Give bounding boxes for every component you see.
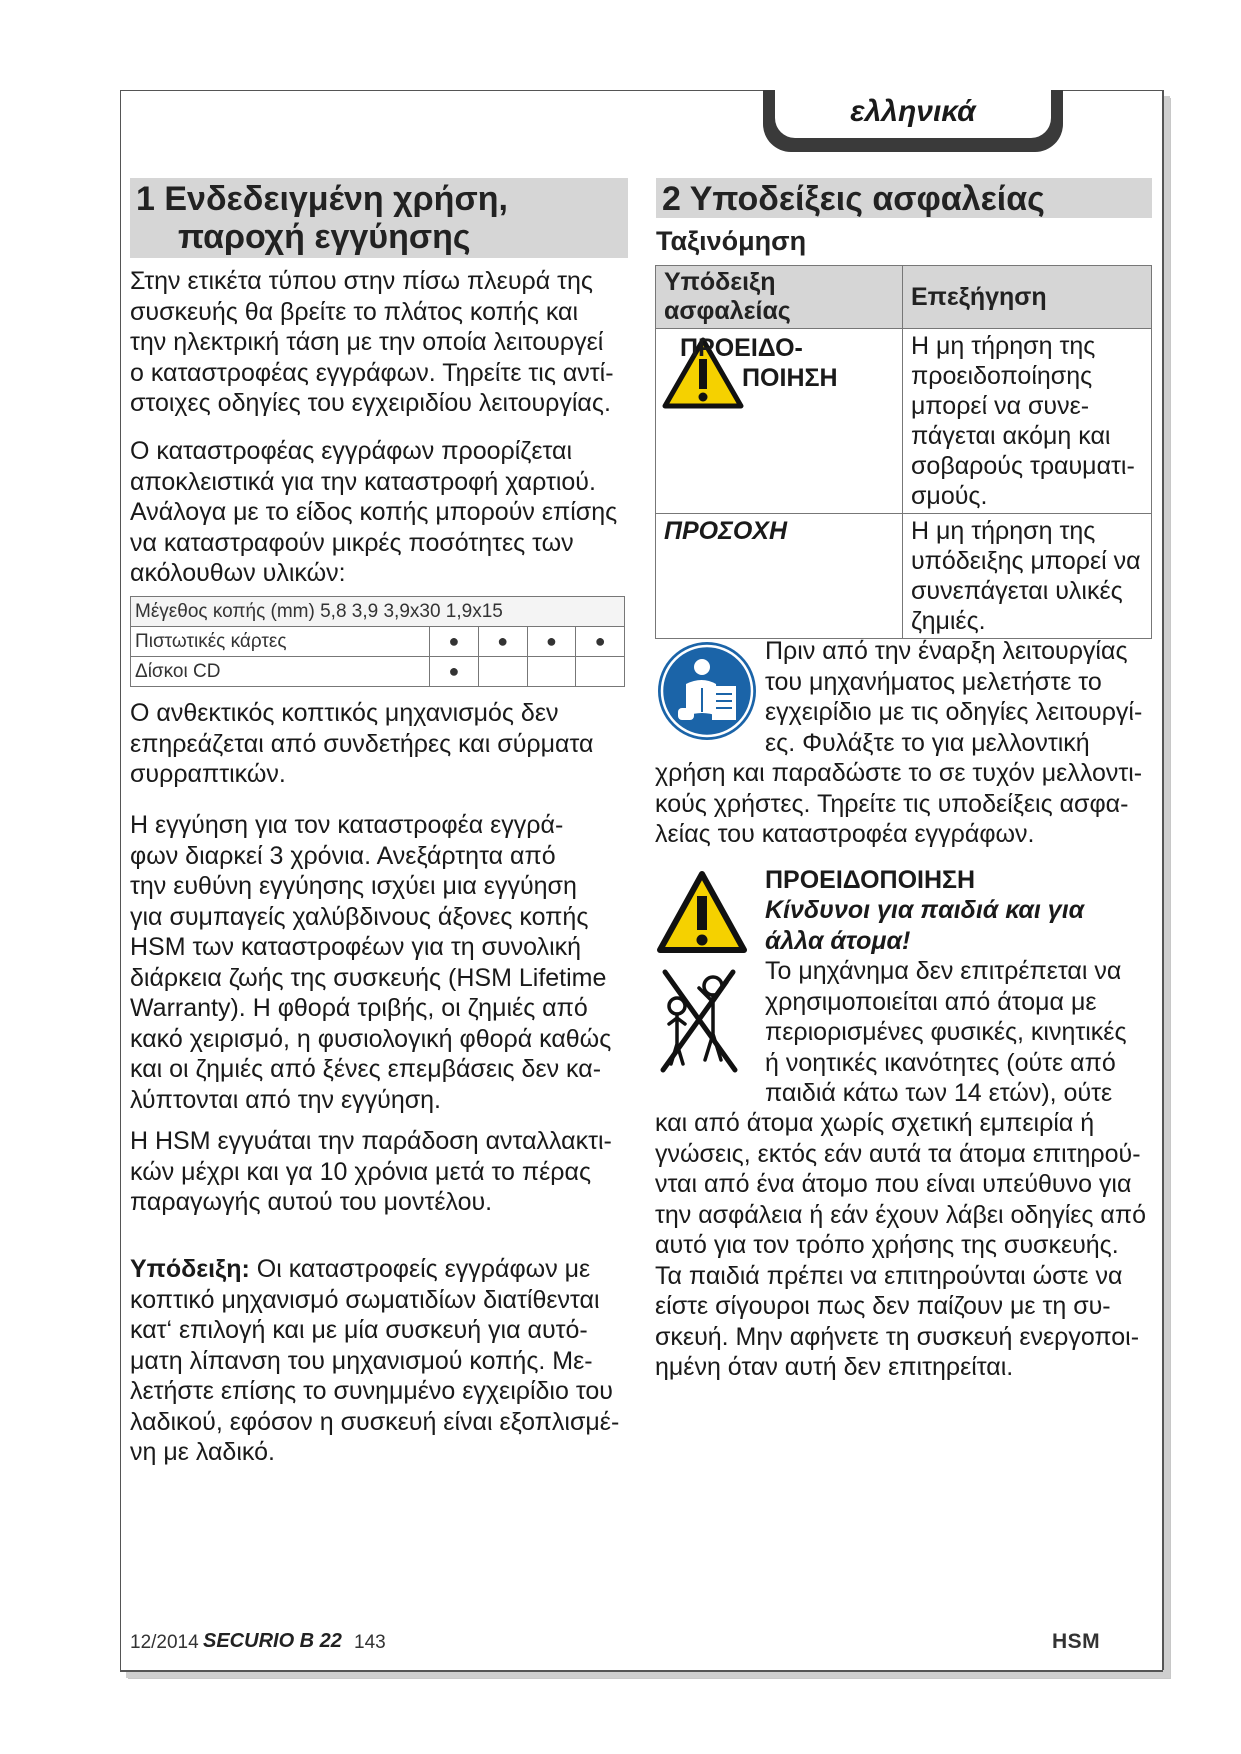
- section-1-heading-line2: παροχή εγγύησης: [178, 218, 471, 256]
- section-2-heading: [656, 178, 1152, 218]
- suitability-mark: ●: [478, 627, 527, 657]
- paragraph-cutting-mechanism: Ο ανθεκτικός κοπτικός μηχανισμός δεν επηρεάζεται από συνδετήρες και σύρματα συρραπτικών.: [130, 699, 594, 788]
- warning-paragraph-indented: Το μηχάνημα δεν επιτρέπεται να χρησιμοποιείται από άτομα με περιορισμένες φυσικές, κινητικές ή νοητικές ικανότητες (ούτε από παιδιά κάτω των 14 ετών), ούτε: [765, 957, 1127, 1107]
- frame-border: [120, 1670, 1163, 1672]
- column-header: Επεξήγηση: [903, 266, 1152, 329]
- suitability-mark: [478, 657, 527, 687]
- table-row: [131, 627, 625, 657]
- paragraph-warranty: Η εγγύηση για τον καταστροφέα εγγρά- φων διαρκεί 3 χρόνια. Ανεξάρτητα από την ευθύνη εγγύησης ισχύει μια εγγύηση για συμπαγείς χαλύβδινους άξονες κοπής HSM των καταστροφέων για τη συνολική διάρκεια ζωής της συσκευής (HSM Lifetime Warranty). Η φθορά τριβής, οι ζημιές από κακό χειρισμό, η φυσιολογική φθορά καθώς και οι ζημιές από ξένες επεμβάσεις δεν κα- λύπτονται από την εγγύηση.: [130, 811, 612, 1114]
- caution-explanation: Η μη τήρηση της υπόδειξης μπορεί να συνεπάγεται υλικές ζημιές.: [903, 514, 1152, 639]
- table-row: [131, 657, 625, 687]
- page-number: 143: [354, 1632, 386, 1653]
- manual-paragraph-indented: Πριν από την έναρξη λειτουργίας του μηχανήματος μελετήστε το εγχειρίδιο με τις οδηγίες λειτουργί- ες. Φυλάξτε το για μελλοντική: [765, 637, 1143, 757]
- warning-label-cell: [656, 329, 903, 514]
- language-label: ελληνικά: [850, 95, 976, 128]
- warning-label-line2: ΠΟΙΗΣΗ: [742, 364, 838, 392]
- section-2-heading-text: 2 Υποδείξεις ασφαλείας: [662, 180, 1045, 218]
- read-manual-icon: [656, 640, 758, 742]
- note-paragraph: [130, 1254, 619, 1468]
- footer-date: 12/2014: [130, 1632, 199, 1653]
- section-1-heading-line1: 1 Ενδεδειγμένη χρήση,: [136, 180, 508, 218]
- column-header: Υπόδειξη ασφαλείας: [656, 266, 903, 329]
- suitability-mark: [576, 657, 625, 687]
- caution-label: ΠΡΟΣΟΧΗ: [656, 514, 903, 639]
- warning-label-line1: ΠΡΟΕΙΔΟ-: [680, 334, 803, 362]
- manual-paragraph-full: χρήση και παραδώστε το σε τυχόν μελλοντι- κούς χρήστες. Τηρείτε τις υποδείξεις ασφα- λείας του καταστροφέα εγγράφων.: [655, 759, 1143, 848]
- warning-paragraph-full: και από άτομα χωρίς σχετική εμπειρία ή γνώσεις, εκτός εάν αυτά τα άτομα επιτηρού- νται από ένα άτομο που είναι υπεύθυνο για την ασφάλεια ή εάν έχουν λάβει οδηγίες από αυτό για τον τρόπο χρήσης της συσκευής. Τα παιδιά πρέπει να επιτηρούνται ώστε να είστε σίγουροι πως δεν παίζουν με τη συ- σκευή. Μην αφήνετε τη συσκευή ενεργοποι- ημένη όταν αυτή δεν επιτηρείται.: [655, 1109, 1147, 1381]
- cut-size-header: Μέγεθος κοπής (mm) 5,8 3,9 3,9x30 1,9x15: [131, 597, 625, 627]
- paragraph-type-plate: Στην ετικέτα τύπου στην πίσω πλευρά της συσκευής θα βρείτε το πλάτος κοπής και την ηλεκτρική τάση με την οποία λειτουργεί ο καταστροφέας εγγράφων. Τηρείτε τις αντί- στοιχες οδηγίες του εγχειριδίου λειτουργίας.: [130, 267, 614, 417]
- note-rest: κοπτικό μηχανισμό σωματιδίων διατίθενται κατ‘ επιλογή και με μία συσκευή για αυτό- ματη λίπανση του μηχανισμού κοπής. Με- λετήστε επίσης το συνημμένο εγχειρίδιο του λαδικού, εφόσον η συσκευή είναι εξοπλισμέ- νη με λαδικό.: [130, 1285, 620, 1466]
- section-1-heading: [130, 178, 628, 258]
- material-label: Δίσκοι CD: [131, 657, 430, 687]
- table-row: [656, 329, 1152, 514]
- warning-subtitle: Κίνδυνοι για παιδιά και για άλλα άτομα!: [765, 896, 1085, 955]
- note-label: Υπόδειξη:: [130, 1255, 250, 1283]
- cut-size-table: [130, 596, 625, 687]
- table-row: [131, 597, 625, 627]
- frame-border: [1162, 90, 1164, 1670]
- suitability-mark: ●: [527, 627, 576, 657]
- brand-logo: HSM: [1052, 1630, 1101, 1653]
- paragraph-intended-use: Ο καταστροφέας εγγράφων προορίζεται αποκλειστικά για την καταστροφή χαρτιού. Ανάλογα με το είδος κοπής μπορούν επίσης να καταστραφούν μικρές ποσότητες των ακόλουθων υλικών:: [130, 437, 618, 587]
- note-first-line: Οι καταστροφείς εγγράφων με: [249, 1255, 591, 1283]
- warning-explanation: Η μη τήρηση της προειδοποίησης μπορεί να συνε- πάγεται ακόμη και σοβαρούς τραυματι- σμούς.: [903, 329, 1152, 514]
- footer-model: SECURIO B 22: [203, 1630, 342, 1652]
- suitability-mark: ●: [430, 627, 479, 657]
- warning-title: ΠΡΟΕΙΔΟΠΟΙΗΣΗ: [765, 866, 976, 894]
- safety-classification-table: [655, 265, 1152, 639]
- suitability-mark: ●: [576, 627, 625, 657]
- suitability-mark: ●: [430, 657, 479, 687]
- table-row: [656, 514, 1152, 639]
- classification-subheading: Ταξινόμηση: [656, 226, 807, 256]
- material-label: Πιστωτικές κάρτες: [131, 627, 430, 657]
- suitability-mark: [527, 657, 576, 687]
- paragraph-spare-parts: Η HSM εγγυάται την παράδοση ανταλλακτι- κών μέχρι και γα 10 χρόνια μετά το πέρας παραγωγής αυτού του μοντέλου.: [130, 1127, 612, 1216]
- no-children-icon: [655, 964, 745, 1078]
- warning-triangle-icon: [656, 870, 748, 954]
- table-header-row: [656, 266, 1152, 329]
